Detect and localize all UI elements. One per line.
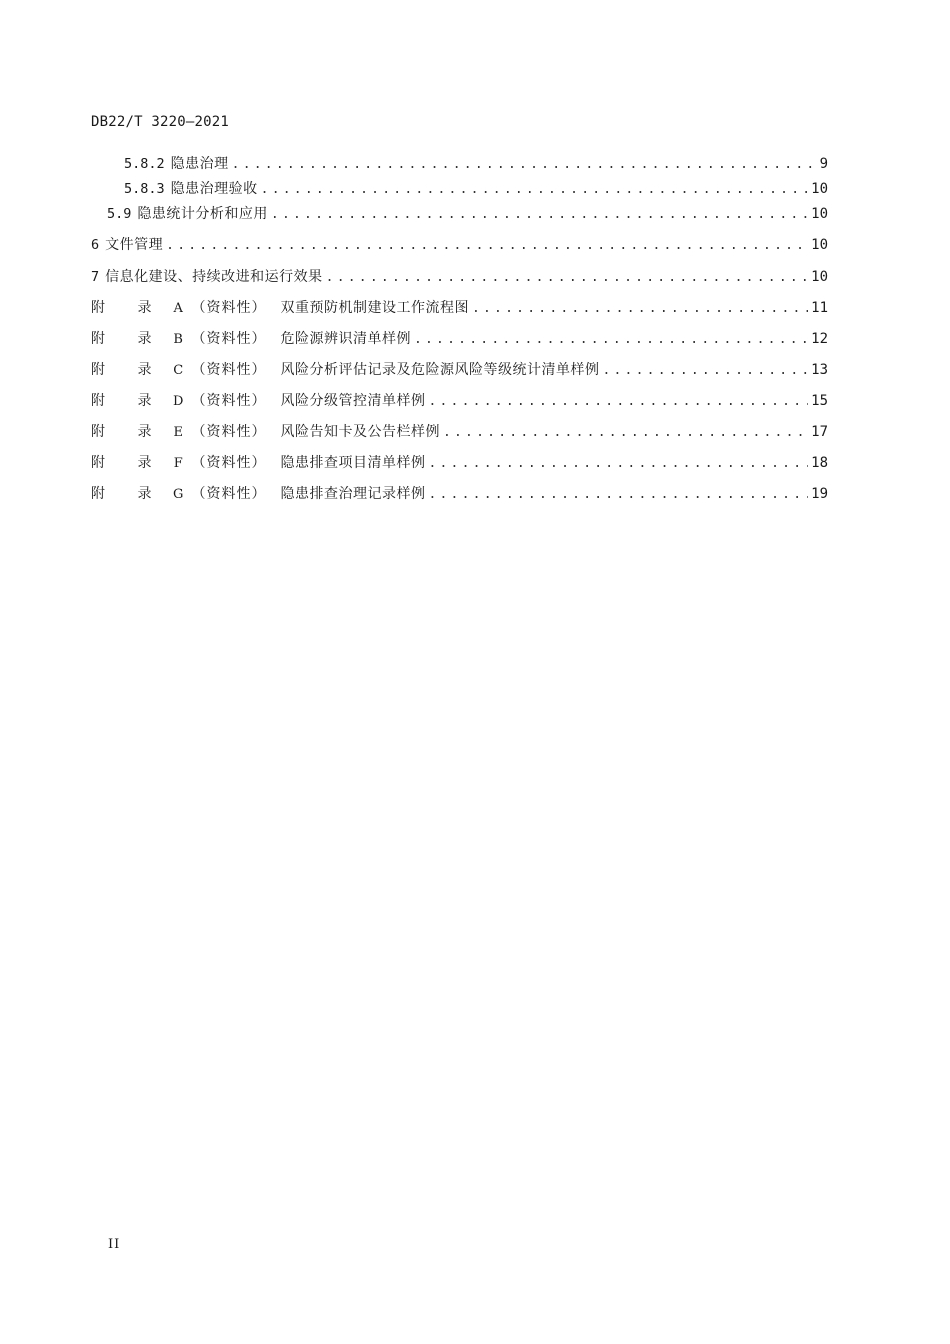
toc-appendix-entry[interactable] [91, 392, 828, 411]
toc-entry-title: 隐患治理验收 [170, 181, 258, 197]
toc-leader-dots [428, 486, 808, 504]
toc-entry-page: 10 [811, 181, 828, 197]
toc-appendix-entry[interactable] [91, 299, 828, 318]
appendix-type: （资料性） [191, 393, 267, 409]
appendix-word: 附 录 [91, 424, 166, 440]
toc-leader-dots [443, 424, 808, 442]
appendix-type: （资料性） [191, 362, 267, 378]
appendix-word: 附 录 [91, 486, 166, 502]
appendix-title: 隐患排查项目清单样例 [280, 455, 426, 471]
toc-entry[interactable] [91, 236, 828, 255]
toc-entry[interactable] [91, 268, 828, 287]
toc-entry-page: 18 [811, 455, 828, 471]
toc-entry[interactable] [124, 180, 828, 199]
appendix-letter: B [173, 332, 184, 347]
toc-entry-title: 隐患治理 [170, 156, 229, 172]
appendix-title: 危险源辨识清单样例 [280, 331, 411, 347]
appendix-title: 隐患排查治理记录样例 [280, 486, 426, 502]
toc-entry[interactable] [124, 155, 828, 174]
toc-entry-title: 隐患统计分析和应用 [137, 206, 268, 222]
appendix-type: （资料性） [191, 424, 267, 440]
toc-entry-page: 10 [811, 206, 828, 222]
appendix-letter: E [173, 425, 184, 440]
document-code-header: DB22/T 3220—2021 [91, 114, 230, 130]
toc-leader-dots [428, 455, 808, 473]
toc-appendix-entry[interactable] [91, 454, 828, 473]
toc-leader-dots [271, 206, 808, 224]
toc-entry-page: 11 [811, 300, 828, 316]
appendix-letter: A [173, 301, 184, 316]
appendix-word: 附 录 [91, 300, 166, 316]
toc-entry-title: 信息化建设、持续改进和运行效果 [105, 269, 323, 285]
toc-entry-title: 文件管理 [105, 237, 164, 253]
toc-entry-page: 10 [811, 269, 828, 285]
toc-leader-dots [472, 300, 808, 318]
appendix-type: （资料性） [191, 455, 267, 471]
page-number-footer: II [108, 1237, 121, 1252]
toc-entry-number: 5.8.3 [124, 181, 165, 197]
toc-entry[interactable] [107, 205, 828, 224]
appendix-letter: F [173, 456, 184, 471]
toc-entry-number: 5.8.2 [124, 156, 165, 172]
appendix-title: 双重预防机制建设工作流程图 [280, 300, 469, 316]
toc-leader-dots [428, 393, 808, 411]
appendix-word: 附 录 [91, 362, 166, 378]
toc-appendix-entry[interactable] [91, 361, 828, 380]
appendix-word: 附 录 [91, 455, 166, 471]
toc-leader-dots [602, 362, 808, 380]
toc-appendix-entry[interactable] [91, 485, 828, 504]
toc-entry-page: 15 [811, 393, 828, 409]
appendix-word: 附 录 [91, 331, 166, 347]
appendix-title: 风险告知卡及公告栏样例 [280, 424, 440, 440]
appendix-type: （资料性） [191, 486, 267, 502]
toc-appendix-entry[interactable] [91, 423, 828, 442]
toc-entry-page: 10 [811, 237, 828, 253]
toc-entry-page: 12 [811, 331, 828, 347]
appendix-type: （资料性） [191, 331, 267, 347]
toc-leader-dots [326, 269, 809, 287]
appendix-type: （资料性） [191, 300, 267, 316]
toc-leader-dots [232, 156, 817, 174]
toc-entry-page: 17 [811, 424, 828, 440]
appendix-letter: D [172, 394, 184, 409]
toc-leader-dots [261, 181, 809, 199]
toc-appendix-entry[interactable] [91, 330, 828, 349]
toc-leader-dots [414, 331, 808, 349]
appendix-letter: G [173, 487, 184, 502]
toc-entry-number: 7 [91, 269, 100, 285]
toc-leader-dots [166, 237, 808, 255]
toc-entry-page: 19 [811, 486, 828, 502]
toc-entry-number: 5.9 [107, 206, 132, 222]
toc-entry-page: 13 [811, 362, 828, 378]
appendix-title: 风险分析评估记录及危险源风险等级统计清单样例 [280, 362, 600, 378]
appendix-word: 附 录 [91, 393, 166, 409]
toc-entry-page: 9 [819, 156, 828, 172]
appendix-letter: C [173, 363, 184, 378]
toc-entry-number: 6 [91, 237, 100, 253]
appendix-title: 风险分级管控清单样例 [280, 393, 426, 409]
